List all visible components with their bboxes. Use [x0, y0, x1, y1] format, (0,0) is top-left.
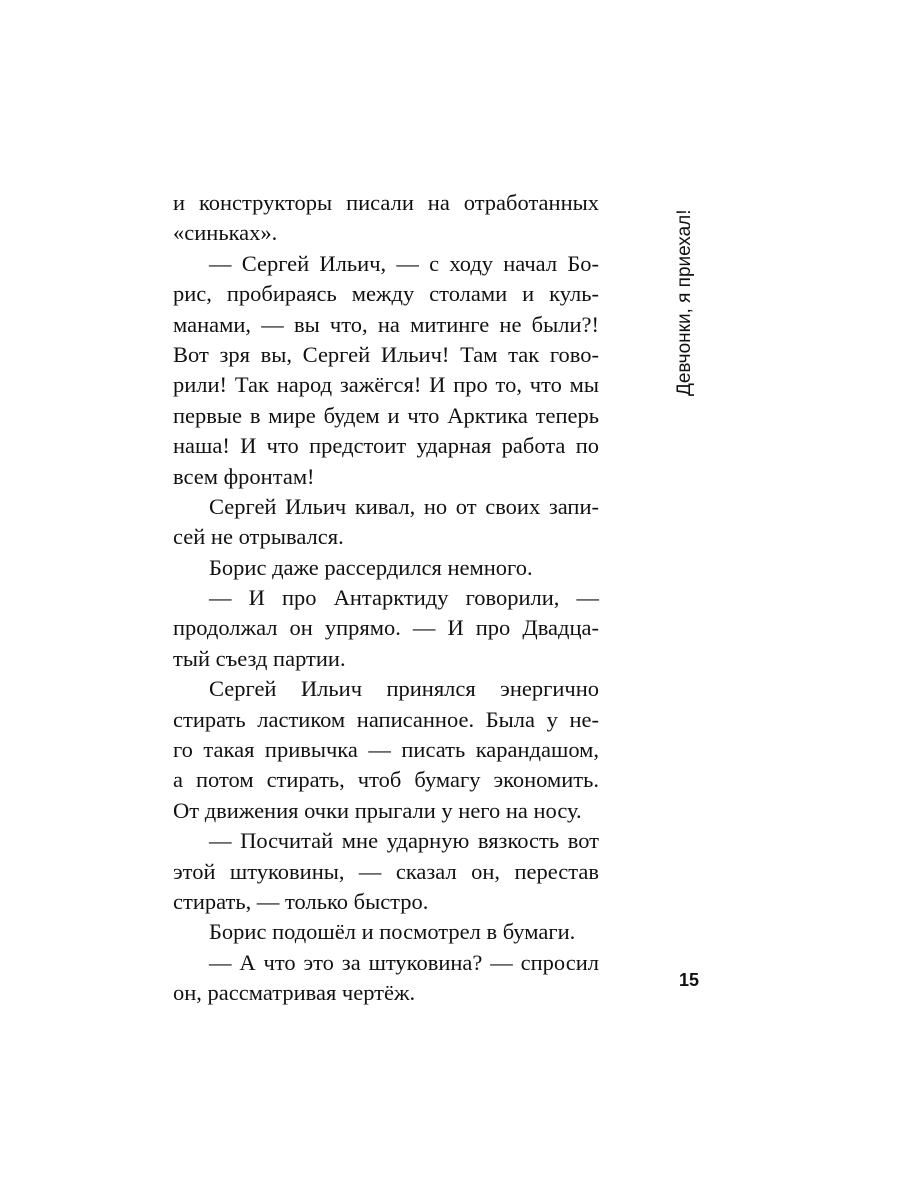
running-head: Девчонки, я приехал! — [674, 209, 695, 396]
text-line: — А что это за штуковина? — спросил — [209, 949, 599, 975]
text-line: стирать ластиком написанное. Была у не- — [173, 706, 599, 732]
text-line: Борис подошёл и посмотрел в бумаги. — [209, 919, 576, 945]
text-line: «синьках». — [173, 220, 278, 246]
text-line: этой штуковины, — сказал он, перестав — [173, 858, 599, 884]
text-line: а потом стирать, чтоб бумагу экономить. — [173, 767, 599, 793]
text-line: — И про Антарктиду говорили, — — [209, 585, 599, 611]
text-line: Борис даже рассердился немного. — [209, 554, 533, 580]
text-line: сей не отрывался. — [173, 524, 344, 550]
text-line: рис, пробираясь между столами и куль- — [173, 281, 599, 307]
text-line: — Посчитай мне ударную вязкость вот — [209, 828, 599, 854]
text-line: всем фронтам! — [173, 463, 315, 489]
text-line: продолжал он упрямо. — И про Двадца- — [173, 615, 599, 641]
text-line: го такая привычка — писать карандашом, — [173, 737, 599, 763]
text-line: Сергей Ильич кивал, но от своих запи- — [209, 493, 599, 519]
text-line: он, рассматривая чертёж. — [173, 980, 416, 1006]
text-line: От движения очки прыгали у него на носу. — [173, 797, 582, 823]
text-line: тый съезд партии. — [173, 645, 346, 671]
text-line: рили! Так народ зажёгся! И про то, что мы — [173, 372, 599, 398]
text-line: — Сергей Ильич, — с ходу начал Бо- — [209, 250, 599, 276]
body-text — [173, 188, 599, 1009]
page-number: 15 — [679, 970, 700, 990]
text-line: манами, — вы что, на митинге не были?! — [173, 311, 599, 337]
text-line: первые в мире будем и что Арктика теперь — [173, 402, 599, 428]
text-line: Сергей Ильич принялся энергично — [209, 676, 599, 702]
text-line: Вот зря вы, Сергей Ильич! Там так гово- — [173, 341, 599, 367]
text-line: наша! И что предстоит ударная работа по — [173, 433, 599, 459]
text-line: и конструкторы писали на отработанных — [173, 190, 599, 215]
text-line: стирать, — только быстро. — [173, 888, 429, 914]
